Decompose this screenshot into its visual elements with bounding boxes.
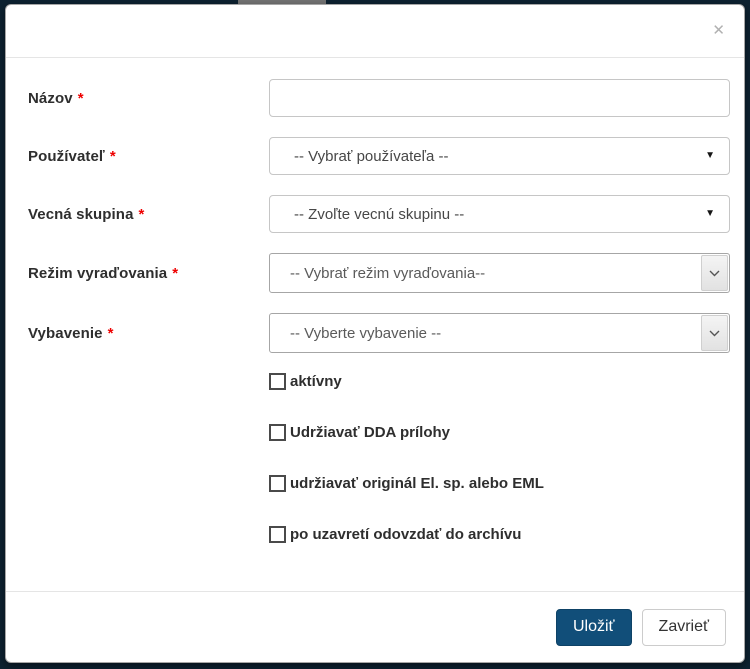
vybavenie-select[interactable] xyxy=(269,313,730,353)
chevron-down-icon xyxy=(701,315,728,351)
required-marker: * xyxy=(107,324,114,342)
dda-prilohy-checkbox[interactable] xyxy=(269,424,286,441)
checkbox-row-dda-prilohy[interactable] xyxy=(269,424,730,441)
label-text: Používateľ xyxy=(28,147,105,165)
checkbox-row-odovzdat-archiv[interactable] xyxy=(269,526,730,543)
required-marker: * xyxy=(109,147,116,165)
required-marker: * xyxy=(172,264,179,282)
checkbox-row-original-eml[interactable] xyxy=(269,475,730,492)
modal-body xyxy=(6,58,744,591)
close-button[interactable]: Zavrieť xyxy=(642,609,726,646)
form-row-vecna-skupina xyxy=(28,195,730,233)
field-label xyxy=(28,206,269,223)
caret-down-icon: ▼ xyxy=(705,150,715,161)
modal-footer xyxy=(6,591,744,662)
checkbox-label[interactable]: udržiavať originál El. sp. alebo EML xyxy=(290,475,544,492)
field-label xyxy=(28,265,269,282)
form-row-nazov xyxy=(28,79,730,117)
original-eml-checkbox[interactable] xyxy=(269,475,286,492)
label-text: Názov xyxy=(28,89,73,107)
chevron-down-icon xyxy=(701,255,728,291)
save-button[interactable]: Uložiť xyxy=(556,609,632,646)
form-row-rezim-vyradovania xyxy=(28,253,730,293)
checkbox-label[interactable]: aktívny xyxy=(290,373,342,390)
pouzivatel-dropdown[interactable] xyxy=(269,137,730,175)
form-row-pouzivatel xyxy=(28,137,730,175)
label-text: Vecná skupina xyxy=(28,205,134,223)
checkbox-label[interactable]: po uzavretí odovzdať do archívu xyxy=(290,526,522,543)
odovzdat-archiv-checkbox[interactable] xyxy=(269,526,286,543)
select-value: -- Vybrať režim vyraďovania-- xyxy=(290,264,486,282)
dropdown-value: -- Zvoľte vecnú skupinu -- xyxy=(294,205,465,223)
field-label xyxy=(28,325,269,342)
dropdown-value: -- Vybrať používateľa -- xyxy=(294,147,449,165)
rezim-vyradovania-select[interactable] xyxy=(269,253,730,293)
required-marker: * xyxy=(77,89,84,107)
select-value: -- Vyberte vybavenie -- xyxy=(290,324,442,342)
form-row-vybavenie xyxy=(28,313,730,353)
checkbox-row-aktivny[interactable] xyxy=(269,373,730,390)
caret-down-icon: ▼ xyxy=(705,208,715,219)
field-label xyxy=(28,90,269,107)
aktivny-checkbox[interactable] xyxy=(269,373,286,390)
label-text: Vybavenie xyxy=(28,324,103,342)
vecna-skupina-dropdown[interactable] xyxy=(269,195,730,233)
create-record-modal xyxy=(5,4,745,663)
field-label xyxy=(28,148,269,165)
close-icon[interactable]: ✕ xyxy=(708,19,729,42)
label-text: Režim vyraďovania xyxy=(28,264,168,282)
required-marker: * xyxy=(138,205,145,223)
checkbox-label[interactable]: Udržiavať DDA prílohy xyxy=(290,424,450,441)
nazov-input[interactable] xyxy=(269,79,730,117)
modal-header xyxy=(6,5,744,58)
